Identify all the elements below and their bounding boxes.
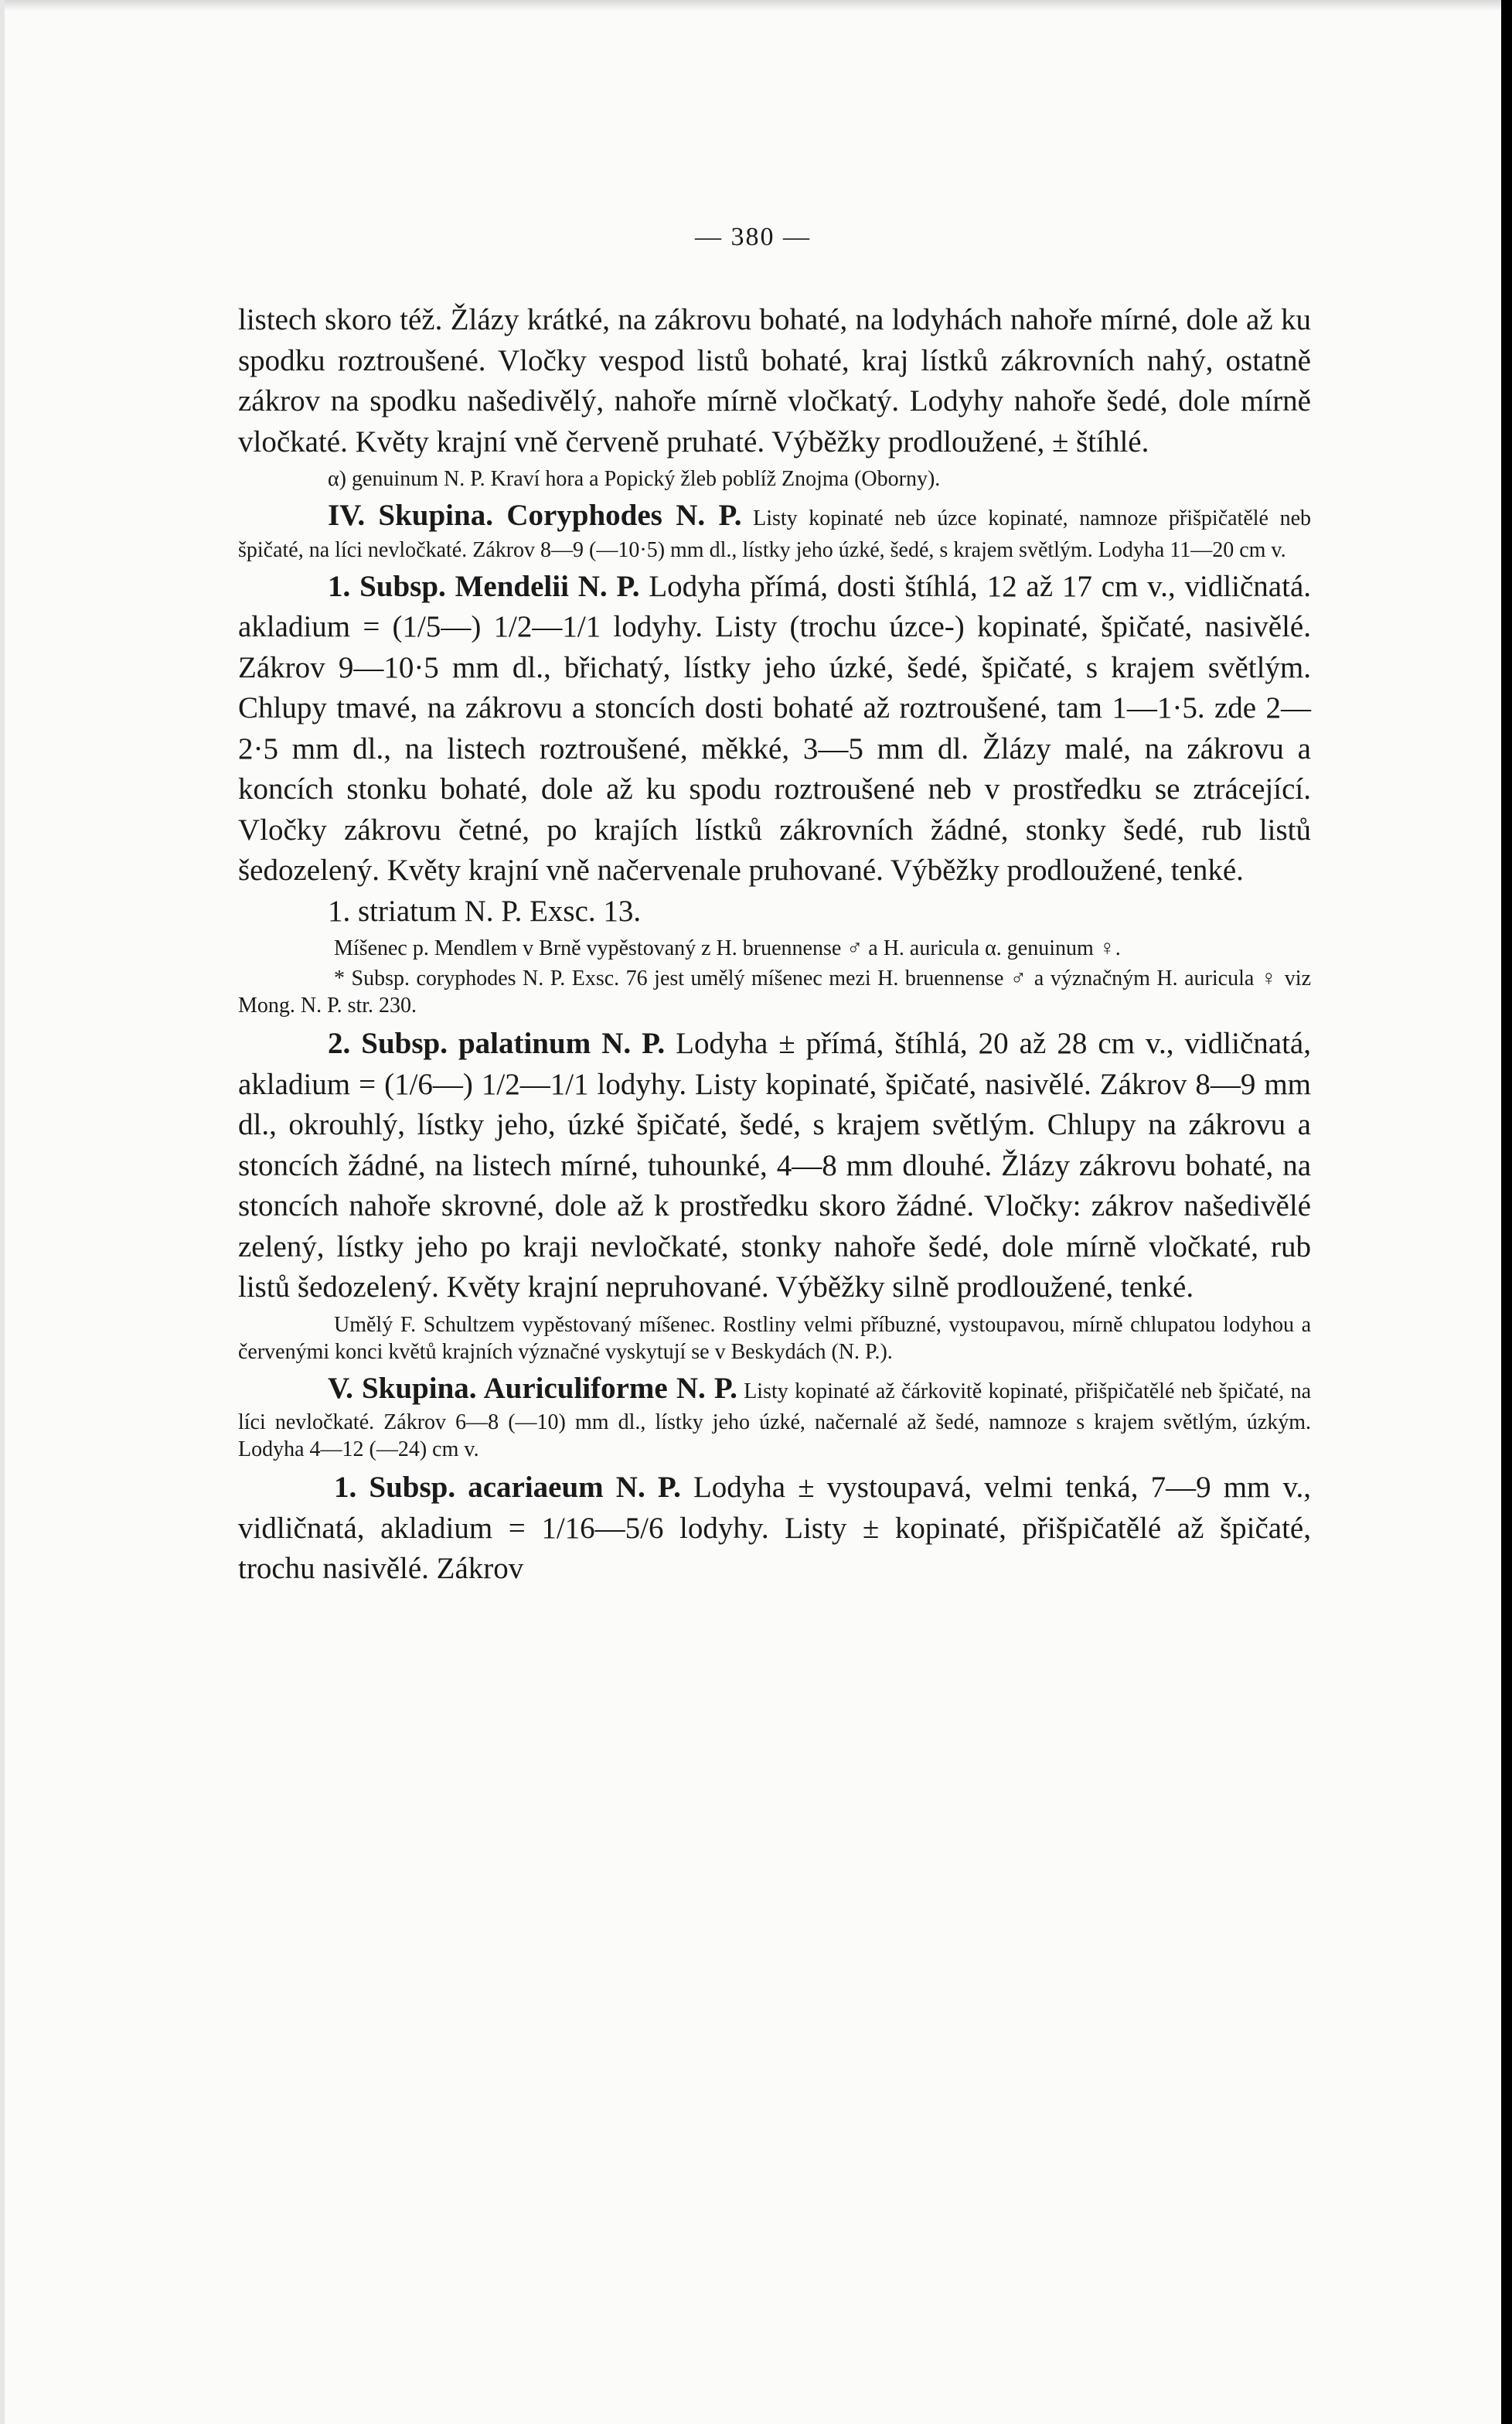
subsp-palatinum	[238, 1024, 1311, 1308]
group-heading: V. Skupina. Auriculiforme N. P.	[328, 1371, 737, 1405]
note-schultz-hybrid: Umělý F. Schultzem vypěstovaný míšenec. Rostliny velmi příbuzné, vystoupavou, mírně chlupatou lodyhou a červenými konci květů krajních význačné vyskytují se v Beskydách (N. P.).	[238, 1312, 1311, 1364]
subsp-acariaeum	[238, 1468, 1311, 1590]
group-heading: IV. Skupina. Coryphodes N. P.	[328, 499, 742, 532]
form-striatum: 1. striatum N. P. Exsc. 13.	[328, 894, 642, 928]
group-v-auriculiforme	[238, 1369, 1311, 1464]
group-iv-coryphodes	[238, 496, 1311, 564]
note-subsp-coryphodes: * Subsp. coryphodes N. P. Exsc. 76 jest umělý míšenec mezi H. bruennense ♂ a význačným H. auricula ♀ viz Mong. N. P. str. 230.	[238, 967, 1311, 1018]
subsp-description: Lodyha ± vystoupavá, velmi tenká, 7—9 mm v., vidličnatá, akladium = 1/16—5/6 lodyhy. Listy ± kopinaté, přišpičatělé až špičaté, trochu nasivělé. Zákrov	[238, 1471, 1311, 1585]
note-hybrid-mendel: Míšenec p. Mendlem v Brně vypěstovaný z H. bruennense ♂ a H. auricula α. genuinum ♀.	[334, 936, 1121, 960]
page-body	[238, 300, 1311, 1590]
group-description: Listy kopinaté neb úzce kopinaté, namnoze přišpičatělé neb špičaté, na líci nevločkaté. Zákrov 8—9 (—10·5) mm dl., lístky jeho úzké, šedé, s krajem světlým. Lodyha 11—20 cm v.	[238, 506, 1311, 562]
subsp-description: Lodyha přímá, dosti štíhlá, 12 až 17 cm v., vidličnatá. akladium = (1/5—) 1/2—1/1 lodyhy. Listy (trochu úzce-) kopinaté, špičaté, nasivělé. Zákrov 9—10·5 mm dl., břichatý, lístky jeho úzké, šedé, špičaté, s krajem světlým. Chlupy tmavé, na zákrovu a stoncích dosti bohaté až roztroušené, tam 1—1·5. zde 2—2·5 mm dl., na listech roztroušené, měkké, 3—5 mm dl. Žlázy malé, na zákrovu a koncích stonku bohaté, dole až ku spodu roztroušené neb v prostředku se ztrácející. Vločky zákrovu četné, po krajích lístků zákrovních žádné, stonky šedé, rub listů šedozelený. Květy krajní vně načervenale pruhované. Výběžky prodloužené, tenké.	[238, 569, 1311, 887]
paragraph-continuation: listech skoro též. Žlázy krátké, na zákrovu bohaté, na lodyhách nahoře mírné, dole až ku spodku roztroušené. Vločky vespod listů bohaté, kraj lístků zákrovních nahý, ostatně zákrov na spodku našedivělý, nahoře mírně vločkatý. Lodyhy nahoře šedé, dole mírně vločkaté. Květy krajní vně červeně pruhaté. Výběžky prodloužené, ± štíhlé.	[238, 303, 1311, 459]
variety-genuinum: α) genuinum N. P. Kraví hora a Popický žleb poblíž Znojma (Oborny).	[328, 467, 941, 491]
subsp-description: Lodyha ± přímá, štíhlá, 20 až 28 cm v., vidličnatá, akladium = (1/6—) 1/2—1/1 lodyhy. Listy kopinaté, špičaté, nasivělé. Zákrov 8—9 mm dl., okrouhlý, lístky jeho, úzké špičaté, šedé, s krajem světlým. Chlupy na zákrovu a stoncích žádné, na listech mírné, tuhounké, 4—8 mm dlouhé. Žlázy zákrovu bohaté, na stoncích nahoře skrovné, dole až k prostředku skoro žádné. Vločky: zákrov našedivělé zelený, lístky jeho po kraji nevločkaté, stonky nahoře šedé, dole mírně vločkaté, rub listů šedozelený. Květy krajní nepruhované. Výběžky silně prodloužené, tenké.	[238, 1027, 1311, 1304]
page-number: — 380 —	[695, 223, 811, 251]
subsp-heading: 1. Subsp. Mendelii N. P.	[328, 569, 640, 603]
subsp-mendelii	[238, 567, 1311, 892]
scan-edge	[5, 0, 1501, 11]
group-description: Listy kopinaté až čárkovitě kopinaté, přišpičatělé neb špičaté, na líci nevločkaté. Zákrov 6—8 (—10) mm dl., lístky jeho úzké, načernalé až šedé, namnoze s krajem světlým, úzkým. Lodyha 4—12 (—24) cm v.	[238, 1379, 1311, 1461]
subsp-heading: 1. Subsp. acariaeum N. P.	[334, 1471, 681, 1504]
subsp-heading: 2. Subsp. palatinum N. P.	[328, 1027, 666, 1060]
